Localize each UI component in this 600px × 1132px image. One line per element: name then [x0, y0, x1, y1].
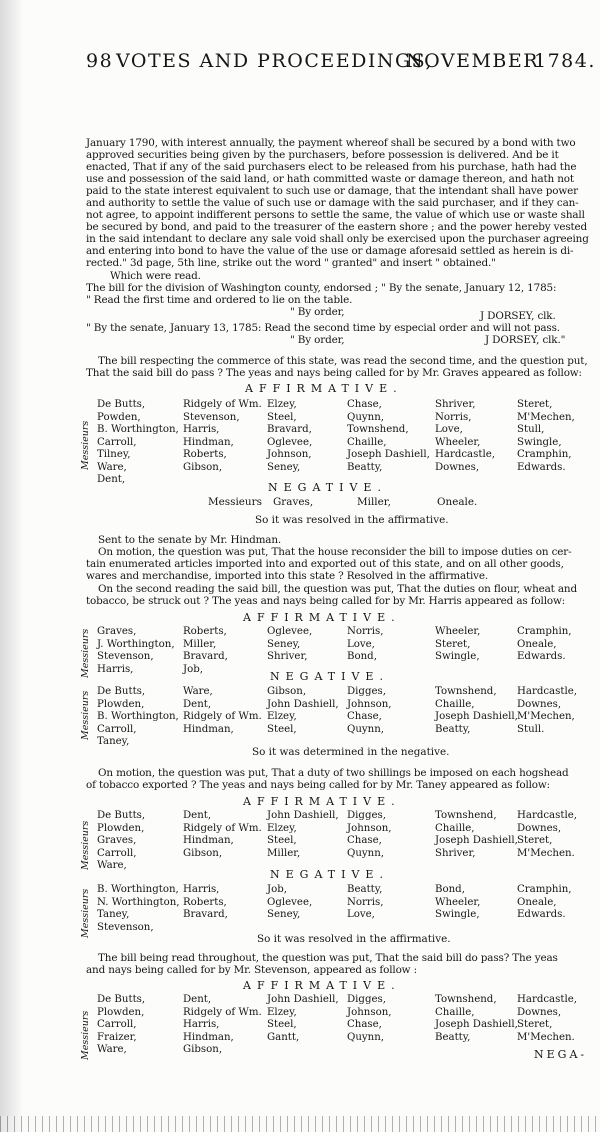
text-line: " By the senate, January 13, 1785: Read the second time by especial order and will not pass. — [86, 322, 560, 334]
text-line: On motion, the question was put, That a duty of two shillings be imposed on each hogshead — [98, 767, 569, 779]
vote-name: Digges, — [347, 810, 386, 821]
vote-name: Downes, — [517, 1006, 562, 1018]
vote-name: Dent, — [183, 994, 212, 1005]
vote-name: Love, — [347, 909, 375, 920]
text-line: enacted, That if any of the said purchasers elect to be released from his purchase, hath had the — [86, 161, 577, 173]
vote-name: Hardcastle, — [517, 810, 577, 821]
vote-name: Seney, — [267, 909, 301, 920]
vote-name: Wheeler, — [435, 626, 481, 637]
vote-name: Plowden, — [97, 822, 145, 834]
vote-name: Powden, — [97, 411, 141, 423]
vote-name: Johnson, — [347, 698, 392, 710]
vote-name: Joseph Dashiell, — [347, 449, 430, 460]
vote-name: Stull, — [517, 424, 545, 435]
vote-result: So it was determined in the negative. — [252, 746, 450, 758]
vote-name: Miller, — [357, 496, 391, 508]
text-line: and entering into bond to have the value of the use or damage aforesaid settled as herein is di- — [86, 245, 574, 257]
vote-name: Seney, — [267, 461, 301, 473]
vote-name: Job, — [183, 663, 203, 675]
vote-name: Chaille, — [435, 822, 475, 834]
vote-name: Elzey, — [267, 711, 297, 722]
affirmative-heading: AFFIRMATIVE. — [245, 382, 403, 395]
vote-name: Taney, — [97, 909, 130, 920]
vote-name: Wheeler, — [435, 896, 481, 908]
vote-name: Ridgely of Wm. — [183, 1006, 262, 1018]
messieurs-label: Messieurs — [80, 1010, 91, 1060]
vote-name: Quynn, — [347, 847, 385, 859]
vote-name: Bond, — [435, 884, 465, 895]
vote-name: Hindman, — [183, 1031, 234, 1043]
vote-name: Stevenson, — [97, 921, 154, 933]
clerk-signature: J DORSEY, clk. — [480, 310, 556, 322]
vote-name: Carroll, — [97, 1019, 137, 1030]
vote-name: Roberts, — [183, 626, 227, 637]
messieurs-label: Messieurs — [80, 820, 91, 870]
text-line: in the said intendant to declare any sale void shall only be exercised upon the purchaser agreeing — [86, 233, 589, 245]
vote-name: Cramphin, — [517, 884, 572, 895]
clerk-signature: J DORSEY, clk." — [485, 334, 566, 346]
vote-name: Love, — [347, 638, 375, 650]
vote-name: Miller, — [267, 847, 301, 859]
vote-name: De Butts, — [97, 686, 146, 697]
vote-name: Roberts, — [183, 896, 227, 908]
vote-name: Oneale, — [517, 896, 557, 908]
vote-name: Shriver, — [267, 651, 308, 662]
vote-name: Gibson, — [183, 1044, 223, 1055]
vote-name: Edwards. — [517, 651, 566, 662]
vote-name: Graves, — [273, 496, 314, 508]
vote-name: Bond, — [347, 651, 377, 662]
vote-name: Taney, — [97, 736, 130, 747]
vote-name: Chaille, — [435, 698, 475, 710]
text-line: rected." 3d page, 5th line, strike out the word " granted" and insert " obtained." — [86, 257, 496, 269]
vote-name: Beatty, — [347, 461, 383, 473]
vote-name: Harris, — [97, 663, 134, 675]
vote-name: Steret, — [435, 638, 471, 650]
vote-name: Steel, — [267, 411, 297, 423]
vote-name: Oglevee, — [267, 896, 313, 908]
vote-name: Beatty, — [435, 1031, 471, 1043]
negative-heading: NEGATIVE. — [270, 868, 389, 881]
vote-name: Chase, — [347, 1019, 382, 1030]
vote-name: Bravard, — [267, 424, 312, 435]
vote-name: Ridgely of Wm. — [183, 399, 262, 410]
vote-name: Norris, — [435, 411, 472, 423]
vote-name: Elzey, — [267, 399, 297, 410]
vote-name: Love, — [435, 424, 463, 435]
vote-name: Steel, — [267, 1019, 297, 1030]
vote-name: Edwards. — [517, 461, 566, 473]
vote-name: Downes, — [517, 822, 562, 834]
text-line: Which were read. — [110, 270, 201, 282]
vote-name: M'Mechen. — [517, 1031, 575, 1043]
messieurs-label: Messieurs — [80, 420, 91, 470]
vote-name: Downes, — [517, 698, 562, 710]
vote-name: Joseph Dashiell, — [435, 835, 518, 846]
messieurs-label: Messieurs — [80, 628, 91, 678]
vote-name: Ridgely of Wm. — [183, 711, 262, 722]
vote-name: Shriver, — [435, 847, 476, 859]
page-number: 98 — [86, 50, 114, 72]
vote-name: De Butts, — [97, 810, 146, 821]
vote-name: Joseph Dashiell, — [435, 711, 518, 722]
vote-name: Joseph Dashiell, — [435, 1019, 518, 1030]
vote-name: Oglevee, — [267, 436, 313, 448]
vote-name: Ware, — [97, 1044, 127, 1055]
vote-name: Stevenson, — [183, 411, 240, 423]
vote-name: Seney, — [267, 638, 301, 650]
vote-name: Tilney, — [97, 449, 131, 460]
vote-name: Messieurs — [208, 496, 262, 508]
vote-name: Hindman, — [183, 436, 234, 448]
text-line: On the second reading the said bill, the question was put, That the duties on flour, wheat and — [98, 583, 577, 595]
vote-name: Ware, — [97, 860, 127, 871]
vote-name: Chase, — [347, 711, 382, 722]
vote-name: Ridgely of Wm. — [183, 822, 262, 834]
vote-name: Hindman, — [183, 723, 234, 735]
vote-name: Fraizer, — [97, 1031, 137, 1043]
vote-name: Graves, — [97, 835, 137, 846]
vote-name: Stevenson, — [97, 651, 154, 662]
vote-name: John Dashiell, — [267, 810, 339, 821]
vote-name: M'Mechen, — [517, 711, 575, 722]
vote-name: Dent, — [183, 810, 212, 821]
vote-name: Townshend, — [435, 810, 497, 821]
vote-name: Gibson, — [267, 686, 307, 697]
vote-name: Steret, — [517, 399, 553, 410]
text-line: and authority to settle the value of such use or damage with the said purchaser, and if they can- — [86, 197, 579, 209]
text-line: Sent to the senate by Mr. Hindman. — [98, 534, 282, 546]
vote-name: Norris, — [347, 626, 384, 637]
vote-name: Hardcastle, — [517, 686, 577, 697]
vote-name: Dent, — [97, 474, 126, 485]
vote-name: Beatty, — [435, 723, 471, 735]
vote-name: Dent, — [183, 698, 212, 710]
vote-name: Harris, — [183, 424, 220, 435]
vote-name: B. Worthington, — [97, 884, 179, 895]
vote-name: Ware, — [183, 686, 213, 697]
vote-name: Beatty, — [347, 884, 383, 895]
vote-name: Harris, — [183, 884, 220, 895]
vote-name: Johnson, — [347, 822, 392, 834]
text-line: " By order, — [290, 306, 345, 318]
vote-name: J. Worthington, — [97, 638, 175, 650]
text-line: tain enumerated articles imported into and exported out of this state, and on all other goods, — [86, 558, 564, 570]
text-line: and nays being called for by Mr. Stevenson, appeared as follow : — [86, 964, 417, 976]
vote-name: Carroll, — [97, 436, 137, 448]
vote-name: M'Mechen, — [517, 411, 575, 423]
vote-name: Bravard, — [183, 651, 228, 662]
page-edge-shadow — [0, 0, 22, 1132]
vote-name: Quynn, — [347, 411, 385, 423]
text-line: wares and merchandise, imported into this state ? Resolved in the affirmative. — [86, 570, 489, 582]
vote-name: Oneale, — [517, 638, 557, 650]
vote-name: Swingle, — [517, 436, 562, 448]
text-line: use and possession of the said land, or hath committed waste or damage thereon, and hath not — [86, 173, 574, 185]
vote-name: Steel, — [267, 835, 297, 846]
vote-name: Townshend, — [435, 686, 497, 697]
vote-name: Johnson, — [347, 1006, 392, 1018]
vote-name: M'Mechen. — [517, 847, 575, 859]
vote-name: Carroll, — [97, 847, 137, 859]
vote-name: De Butts, — [97, 399, 146, 410]
vote-name: Wheeler, — [435, 436, 481, 448]
page-title: VOTES AND PROCEEDINGS, — [116, 50, 434, 72]
vote-name: Chase, — [347, 399, 382, 410]
vote-name: Downes, — [435, 461, 480, 473]
negative-heading: NEGATIVE. — [270, 670, 389, 683]
vote-name: Chaille, — [347, 436, 387, 448]
text-line: paid to the state interest equivalent to such use or damage, that the intendant shall have power — [86, 185, 578, 197]
text-line: On motion, the question was put, That the house reconsider the bill to impose duties on cer- — [98, 546, 572, 558]
page-bottom-edge — [0, 1116, 600, 1132]
vote-name: B. Worthington, — [97, 424, 179, 435]
text-line: The bill respecting the commerce of this state, was read the second time, and the question put, — [98, 355, 588, 367]
vote-name: Plowden, — [97, 698, 145, 710]
vote-name: Quynn, — [347, 1031, 385, 1043]
text-line: not agree, to appoint indifferent persons to settle the same, the value of which use or waste shall — [86, 209, 585, 221]
vote-name: Gibson, — [183, 847, 223, 859]
vote-name: Ware, — [97, 461, 127, 473]
text-line: The bill for the division of Washington county, endorsed ; " By the senate, January 12, 1785: — [86, 282, 557, 294]
negative-heading: NEGATIVE. — [268, 481, 387, 494]
vote-name: Bravard, — [183, 909, 228, 920]
vote-name: John Dashiell, — [267, 698, 339, 710]
vote-result: So it was resolved in the affirmative. — [257, 933, 451, 945]
vote-name: Hardcastle, — [435, 449, 495, 460]
vote-name: Oglevee, — [267, 626, 313, 637]
vote-name: Elzey, — [267, 822, 297, 834]
vote-name: Digges, — [347, 686, 386, 697]
affirmative-heading: AFFIRMATIVE. — [243, 979, 401, 992]
text-line: approved securities being given by the purchasers, before possession is delivered. And be it — [86, 149, 559, 161]
vote-name: Shriver, — [435, 399, 476, 410]
vote-result: So it was resolved in the affirmative. — [255, 514, 449, 526]
vote-name: Graves, — [97, 626, 137, 637]
vote-name: Cramphin, — [517, 626, 572, 637]
vote-name: Carroll, — [97, 723, 137, 735]
text-line: be secured by bond, and paid to the treasurer of the eastern shore ; and the power hereby vested — [86, 221, 588, 233]
text-line: " Read the first time and ordered to lie on the table. — [86, 294, 353, 306]
catchword: NEGA- — [534, 1048, 588, 1061]
messieurs-label: Messieurs — [80, 888, 91, 938]
vote-name: Chaille, — [435, 1006, 475, 1018]
vote-name: Steret, — [517, 1019, 553, 1030]
vote-name: Gibson, — [183, 461, 223, 473]
vote-name: Oneale. — [437, 496, 478, 508]
vote-name: Quynn, — [347, 723, 385, 735]
affirmative-heading: AFFIRMATIVE. — [243, 611, 401, 624]
vote-name: Swingle, — [435, 909, 480, 920]
vote-name: Job, — [267, 884, 287, 895]
vote-name: B. Worthington, — [97, 711, 179, 722]
text-line: January 1790, with interest annually, the payment whereof shall be secured by a bond with two — [86, 137, 576, 149]
vote-name: Hardcastle, — [517, 994, 577, 1005]
vote-name: N. Worthington, — [97, 896, 180, 908]
vote-name: Steel, — [267, 723, 297, 735]
header-year: 1784. — [534, 50, 596, 72]
vote-name: Steret, — [517, 835, 553, 846]
text-line: tobacco, be struck out ? The yeas and nays being called for by Mr. Harris appeared as follow: — [86, 595, 566, 607]
vote-name: Swingle, — [435, 651, 480, 662]
messieurs-label: Messieurs — [80, 690, 91, 740]
vote-name: De Butts, — [97, 994, 146, 1005]
affirmative-heading: AFFIRMATIVE. — [243, 795, 401, 808]
vote-name: Gantt, — [267, 1031, 300, 1043]
vote-name: Stull. — [517, 723, 545, 735]
vote-name: Harris, — [183, 1019, 220, 1030]
vote-name: Elzey, — [267, 1006, 297, 1018]
text-line: That the said bill do pass ? The yeas and nays being called for by Mr. Graves appeared as follow: — [86, 367, 582, 379]
vote-name: Cramphin, — [517, 449, 572, 460]
vote-name: Edwards. — [517, 909, 566, 920]
vote-name: Hindman, — [183, 835, 234, 846]
vote-name: Roberts, — [183, 449, 227, 460]
header-month: NOVEMBER — [406, 50, 540, 72]
vote-name: Plowden, — [97, 1006, 145, 1018]
text-line: The bill being read throughout, the question was put, That the said bill do pass? The yeas — [98, 952, 558, 964]
text-line: " By order, — [290, 334, 345, 346]
vote-name: Norris, — [347, 896, 384, 908]
vote-name: Townshend, — [435, 994, 497, 1005]
vote-name: Chase, — [347, 835, 382, 846]
vote-name: Digges, — [347, 994, 386, 1005]
text-line: of tobacco exported ? The yeas and nays being called for by Mr. Taney appeared as follow: — [86, 779, 550, 791]
vote-name: John Dashiell, — [267, 994, 339, 1005]
vote-name: Johnson, — [267, 449, 312, 460]
vote-name: Miller, — [183, 638, 217, 650]
vote-name: Townshend, — [347, 424, 409, 435]
